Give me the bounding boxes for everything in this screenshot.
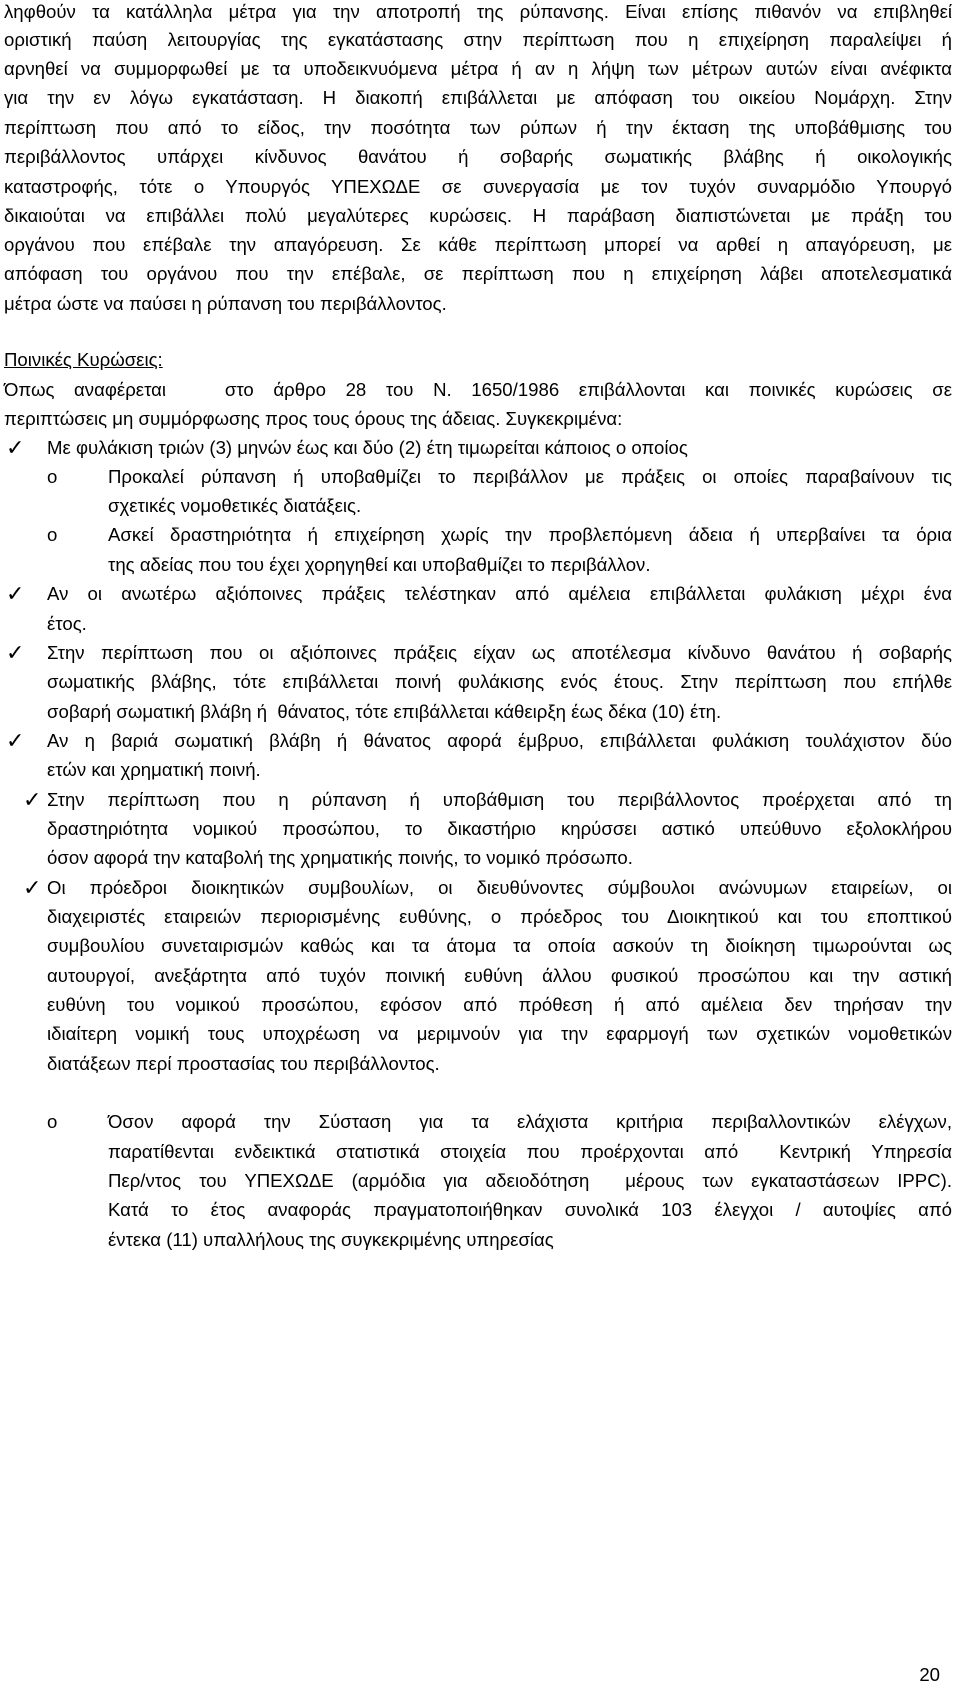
paragraph-line: μέτρα ώστε να παύσει η ρύπανση του περιβάλλοντος. xyxy=(4,293,447,314)
bullet-text: δραστηριότητα νομικού προσώπου, το δικαστήριο κηρύσσει αστικό υπεύθυνο εξολοκλήρου xyxy=(47,818,952,839)
subbullet-text: Προκαλεί ρύπανση ή υποβαθμίζει το περιβάλλον με πράξεις οι οποίες παραβαίνουν τις xyxy=(108,466,952,487)
final-item-text: Όσον αφορά την Σύσταση για τα ελάχιστα κριτήρια περιβαλλοντικών ελέγχων, xyxy=(108,1111,952,1132)
bullet-text: διατάξεων περί προστασίας του περιβάλλοντος. xyxy=(47,1053,440,1074)
subbullet-text: της αδείας που του έχει χορηγηθεί και υποβαθμίζει το περιβάλλον. xyxy=(108,554,651,575)
paragraph-line: οριστική παύση λειτουργίας της εγκατάστασης στην περίπτωση που η επιχείρηση παραλείψει ή xyxy=(4,29,952,50)
bullet-text: Αν η βαριά σωματική βλάβη ή θάνατος αφορά έμβρυο, επιβάλλεται φυλάκιση τουλάχιστον δύο xyxy=(47,730,952,751)
bullet-text: Οι πρόεδροι διοικητικών συμβουλίων, οι διευθύνοντες σύμβουλοι ανώνυμων εταιρείων, οι xyxy=(47,877,952,898)
bullet-text: διαχειριστές εταιρειών περιορισμένης ευθύνης, ο πρόεδρος του Διοικητικού και του εποπτικού xyxy=(47,906,952,927)
section-heading: Ποινικές Κυρώσεις: xyxy=(4,349,163,370)
paragraph-line: για την εν λόγω εγκατάσταση. Η διακοπή επιβάλλεται με απόφαση του οικείου Νομάρχη. Στην xyxy=(4,87,952,108)
final-item-text: Περ/ντος του ΥΠΕΧΩΔΕ (αρμόδια για αδειοδότηση μέρους των εγκαταστάσεων IPPC). xyxy=(108,1170,952,1191)
intro-line: περιπτώσεις μη συμμόρφωσης προς τους όρους της άδειας. Συγκεκριμένα: xyxy=(4,408,623,429)
final-item-text: Κατά το έτος αναφοράς πραγματοποιήθηκαν συνολικά 103 έλεγχοι / αυτοψίες από xyxy=(108,1199,952,1220)
paragraph-line: οργάνου που επέβαλε την απαγόρευση. Σε κάθε περίπτωση μπορεί να αρθεί η απαγόρευση, με xyxy=(4,234,952,255)
bullet-text: ετών και χρηματική ποινή. xyxy=(47,759,261,780)
paragraph-line: περιβάλλοντος υπάρχει κίνδυνος θανάτου ή σοβαρής σωματικής βλάβης ή οικολογικής xyxy=(4,146,952,167)
bullet-text: Με φυλάκιση τριών (3) μηνών έως και δύο (2) έτη τιμωρείται κάποιος ο οποίος xyxy=(47,437,688,458)
paragraph-line: απόφαση του οργάνου που την επέβαλε, σε περίπτωση που η επιχείρηση λάβει αποτελεσματικά xyxy=(4,263,952,284)
subbullet-text: Ασκεί δραστηριότητα ή επιχείρηση χωρίς την προβλεπόμενη άδεια ή υπερβαίνει τα όρια xyxy=(108,524,952,545)
bullet-text: συμβουλίου συνεταιρισμών καθώς και τα άτομα τα οποία ασκούν τη διοίκηση τιμωρούνται ως xyxy=(47,935,952,956)
circle-bullet-icon: o xyxy=(47,1111,58,1132)
checkmark-icon: ✓ xyxy=(23,875,42,900)
bullet-text: έτος. xyxy=(47,613,87,634)
bullet-text: Στην περίπτωση που οι αξιόποινες πράξεις είχαν ως αποτέλεσμα κίνδυνο θανάτου ή σοβαρής xyxy=(47,642,952,663)
circle-bullet-icon: o xyxy=(47,466,58,487)
bullet-text: ιδιαίτερη νομική τους υποχρέωση να μεριμνούν για την εφαρμογή των σχετικών νομοθετικών xyxy=(47,1023,952,1044)
bullet-text: όσον αφορά την καταβολή της χρηματικής ποινής, το νομικό πρόσωπο. xyxy=(47,847,633,868)
paragraph-line: αρνηθεί να συμμορφωθεί με τα υποδεικνυόμενα μέτρα ή αν η λήψη των μέτρων αυτών είναι ανέφικτα xyxy=(4,58,952,79)
bullet-text: σοβαρή σωματική βλάβη ή θάνατος, τότε επιβάλλεται κάθειρξη έως δέκα (10) έτη. xyxy=(47,701,722,722)
paragraph-line: καταστροφής, τότε ο Υπουργός ΥΠΕΧΩΔΕ σε συνεργασία με τον τυχόν συναρμόδιο Υπουργό xyxy=(4,176,952,197)
page-number: 20 xyxy=(919,1664,940,1685)
final-item-text: παρατίθενται ενδεικτικά στατιστικά στοιχεία που προέρχονται από Κεντρική Υπηρεσία xyxy=(108,1141,952,1162)
bullet-text: αυτουργοί, ανεξάρτητα από τυχόν ποινική ευθύνη άλλου φυσικού προσώπου και την αστική xyxy=(47,965,952,986)
paragraph-line: δικαιούται να επιβάλλει πολύ μεγαλύτερες κυρώσεις. Η παράβαση διαπιστώνεται με πράξη του xyxy=(4,205,952,226)
final-item-text: έντεκα (11) υπαλλήλους της συγκεκριμένης υπηρεσίας xyxy=(108,1229,554,1250)
subbullet-text: σχετικές νομοθετικές διατάξεις. xyxy=(108,495,362,516)
checkmark-icon: ✓ xyxy=(23,787,42,812)
checkmark-icon: ✓ xyxy=(6,640,25,665)
bullet-text: Αν οι ανωτέρω αξιόποινες πράξεις τελέστηκαν από αμέλεια επιβάλλεται φυλάκιση μέχρι ένα xyxy=(47,583,952,604)
bullet-text: ευθύνη του νομικού προσώπου, εφόσον από πρόθεση ή από αμέλεια δεν τηρήσαν την xyxy=(47,994,952,1015)
bullet-text: σωματικής βλάβης, τότε επιβάλλεται ποινή φυλάκισης ενός έτους. Στην περίπτωση που επήλθε xyxy=(47,671,952,692)
intro-line: Όπως αναφέρεται στο άρθρο 28 του Ν. 1650/1986 επιβάλλονται και ποινικές κυρώσεις σε xyxy=(4,379,952,400)
checkmark-icon: ✓ xyxy=(6,728,25,753)
checkmark-icon: ✓ xyxy=(6,581,25,606)
circle-bullet-icon: o xyxy=(47,524,58,545)
bullet-text: Στην περίπτωση που η ρύπανση ή υποβάθμιση του περιβάλλοντος προέρχεται από τη xyxy=(47,789,952,810)
paragraph-line: περίπτωση που από το είδος, την ποσότητα των ρύπων ή την έκταση της υποβάθμισης του xyxy=(4,117,952,138)
paragraph-line: ληφθούν τα κατάλληλα μέτρα για την αποτροπή της ρύπανσης. Είναι επίσης πιθανόν να επιβληθεί xyxy=(4,1,952,22)
checkmark-icon: ✓ xyxy=(6,435,25,460)
